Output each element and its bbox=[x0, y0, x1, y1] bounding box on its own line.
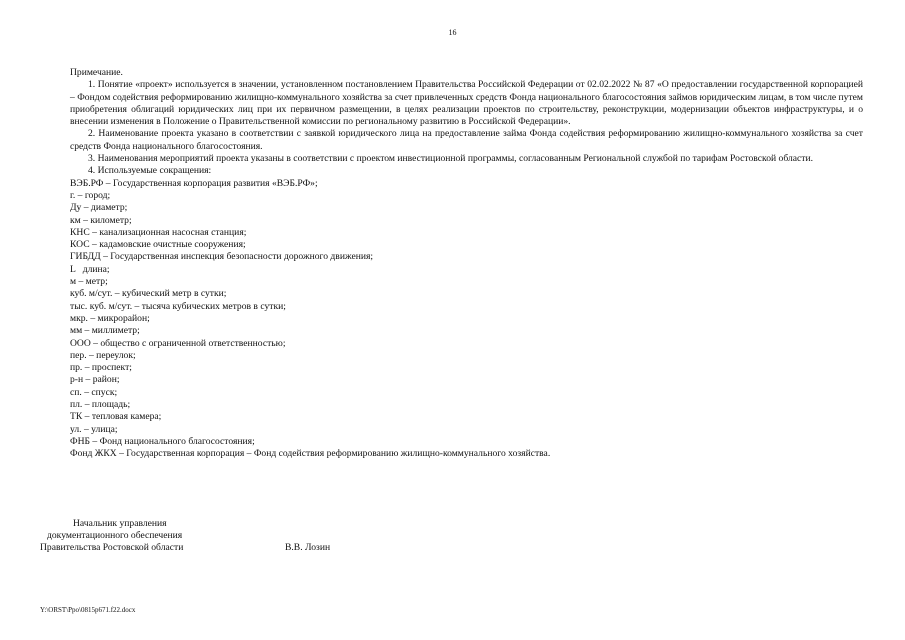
page-number: 16 bbox=[448, 28, 457, 37]
abbreviation-item: КНС – канализационная насосная станция; bbox=[70, 226, 247, 238]
footer-file-path: Y:\ORST\Ppo\0815p671.f22.docx bbox=[40, 606, 136, 614]
abbreviation-item: пр. – проспект; bbox=[70, 362, 132, 374]
signature-position-line-3 bbox=[40, 542, 331, 554]
abbreviation-item: ул. – улица; bbox=[70, 423, 118, 435]
signature-position-line-2: документационного обеспечения bbox=[47, 530, 183, 541]
abbreviation-item: ФНБ – Фонд национального благосостояния; bbox=[70, 435, 255, 447]
signature-block bbox=[40, 518, 331, 554]
abbreviation-item: пер. – переулок; bbox=[70, 349, 136, 361]
signatory-name: В.В. Лозин bbox=[285, 542, 331, 553]
abbreviation-item: мкр. – микрорайон; bbox=[70, 312, 150, 324]
abbreviation-item: г. – город; bbox=[70, 189, 111, 201]
note-title: Примечание. bbox=[70, 67, 123, 78]
note-item-3: 3. Наименования мероприятий проекта указаны в соответствии с проектом инвестиционной программы, согласованным Региональной службой по тарифам Ростовской области. bbox=[88, 153, 813, 165]
abbreviation-item: Ду – диаметр; bbox=[70, 202, 128, 214]
abbreviation-item: тыс. куб. м/сут. – тысяча кубических метров в сутки; bbox=[70, 300, 286, 312]
abbreviation-item: км – километр; bbox=[70, 214, 132, 226]
signature-organization: Правительства Ростовской области bbox=[40, 542, 184, 553]
document-body bbox=[70, 67, 863, 461]
abbreviation-item: пл. – площадь; bbox=[70, 399, 131, 411]
abbreviation-item: куб. м/сут. – кубический метр в сутки; bbox=[70, 288, 227, 300]
abbreviations-list bbox=[70, 178, 863, 461]
abbreviation-item: L длина; bbox=[70, 263, 110, 275]
abbreviation-item: сп. – спуск; bbox=[70, 386, 118, 398]
signature-position-line-1: Начальник управления bbox=[73, 518, 167, 529]
abbreviation-item: мм – миллиметр; bbox=[70, 325, 140, 337]
abbreviation-item: ООО – общество с ограниченной ответственностью; bbox=[70, 337, 286, 349]
abbreviation-item: Фонд ЖКХ – Государственная корпорация – Фонд содействия реформированию жилищно-коммунального хозяйства. bbox=[70, 448, 551, 460]
abbreviation-item: м – метр; bbox=[70, 276, 108, 288]
abbreviation-item: ВЭБ.РФ – Государственная корпорация развития «ВЭБ.РФ»; bbox=[70, 177, 318, 189]
abbreviation-item: ТК – тепловая камера; bbox=[70, 411, 162, 423]
note-item-2: 2. Наименование проекта указано в соответствии с заявкой юридического лица на предоставление займа Фонда содействия реформированию жилищно-коммунального хозяйства за счет средств Фонда национального благосостояния. bbox=[70, 128, 863, 152]
note-item-4-title: 4. Используемые сокращения: bbox=[88, 165, 212, 177]
abbreviation-item: ГИБДД – Государственная инспекция безопасности дорожного движения; bbox=[70, 251, 374, 263]
abbreviation-item: р-н – район; bbox=[70, 374, 120, 386]
note-item-1: 1. Понятие «проект» используется в значении, установленном постановлением Правительства Российской Федерации от 02.02.2022 № 87 «О предоставлении государственной корпорацией – Фондом содействия реформированию жилищно-коммунального хозяйства за счет привлеченных средств Фонда национального благосостояния займов юридическим лицам, в том числе путем приобретения облигаций юридических лиц при их первичном размещении, в целях реализации проектов по строительству, реконструкции, модернизации объектов инфраструктуры, и о внесении изменения в Положение о Правительственной комиссии по региональному развитию в Российской Федерации». bbox=[70, 79, 863, 128]
abbreviation-item: КОС – кадамовские очистные сооружения; bbox=[70, 239, 246, 251]
